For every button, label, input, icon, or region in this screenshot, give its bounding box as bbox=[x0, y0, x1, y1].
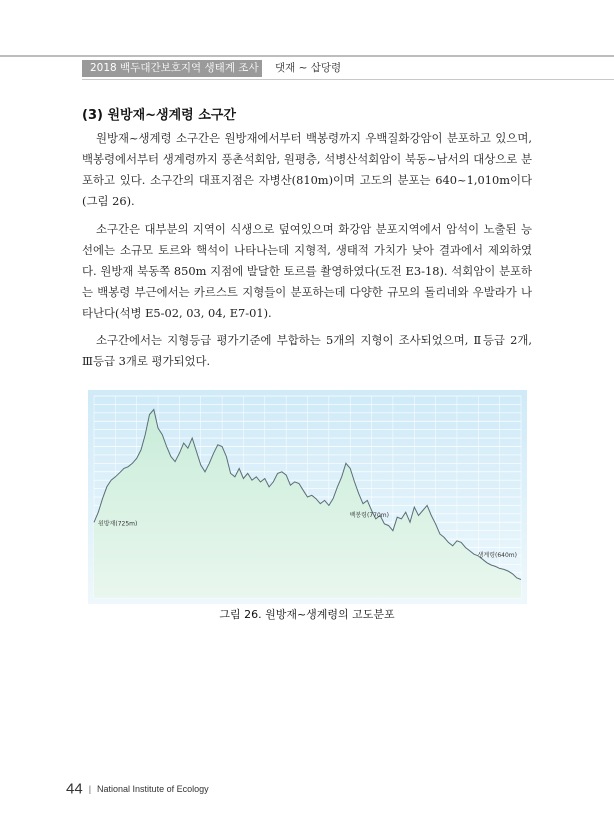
elevation-profile-figure bbox=[88, 390, 527, 604]
footer-separator: | bbox=[88, 783, 92, 794]
paragraph-3: 소구간에서는 지형등급 평가기준에 부합하는 5개의 지형이 조사되었으며, Ⅱ등급 2개, Ⅲ등급 3개로 평가되었다. bbox=[82, 333, 532, 368]
page-footer bbox=[66, 780, 209, 798]
header-section-range: 댓재 ~ 삽당령 bbox=[275, 62, 342, 74]
section-title: (3) 원방재~생계령 소구간 bbox=[82, 108, 236, 123]
elevation-chart bbox=[88, 390, 527, 604]
annotation-label: 생계령(640m) bbox=[477, 551, 517, 559]
paragraph-2: 소구간은 대부분의 지역이 식생으로 덮여있으며 화강암 분포지역에서 암석이 노출된 능선에는 소규모 토르와 핵석이 나타나는데 지형적, 생태적 가치가 낮아 결과에서 제외하였다. 원방재 북동쪽 850m 지점에 발달한 토르를 촬영하였다(도전 E3-18). 석회암이 분포하는 백봉령 부근에서는 카르스트 지형들이 분포하는데 다양한 규모의 돌리네와 우발라가 나타난다(석병 E5-02, 03, 04, E7-01). bbox=[82, 222, 532, 320]
header-divider bbox=[82, 79, 614, 80]
footer-institution: National Institute of Ecology bbox=[97, 783, 209, 794]
annotation-label: 원방재(725m) bbox=[98, 520, 138, 528]
page-number: 44 bbox=[66, 780, 83, 798]
header-band bbox=[0, 55, 614, 57]
paragraph-1: 원방재~생계령 소구간은 원방재에서부터 백봉령까지 우백질화강암이 분포하고 있으며, 백봉령에서부터 생계령까지 풍촌석회암, 원평층, 석병산석회암이 북동~남서의 대상으로 분포하고 있다. 소구간의 대표지점은 자병산(810m)이며 고도의 분포는 640~1,010m이다(그림 26). bbox=[82, 131, 532, 208]
figure-caption: 그림 26. 원방재~생계령의 고도분포 bbox=[219, 608, 395, 621]
annotation-label: 백봉령(770m) bbox=[349, 512, 389, 520]
header-report-title: 2018 백두대간보호지역 생태계 조사 bbox=[82, 60, 262, 77]
